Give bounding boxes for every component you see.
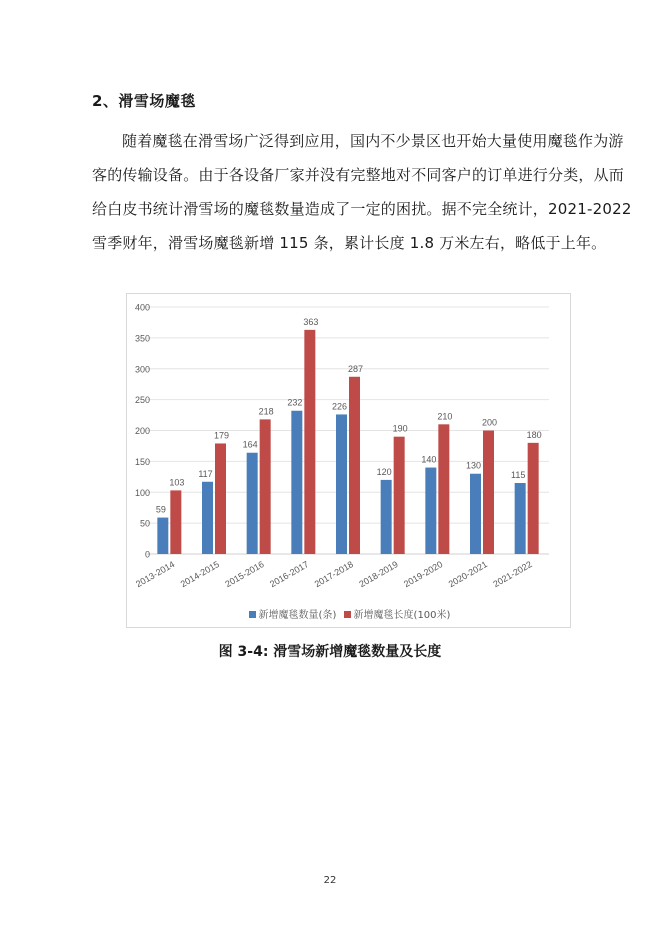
bar-count [381,480,392,554]
x-tick-label: 2021-2022 [491,559,534,590]
y-tick-label: 300 [134,364,150,375]
legend-item-count: 新增魔毯数量(条) [249,610,337,621]
bar-length [349,377,360,554]
data-label: 210 [437,411,453,422]
data-label: 180 [526,429,542,440]
figure-caption: 图 3-4: 滑雪场新增魔毯数量及长度 [218,644,442,660]
y-tick-label: 150 [134,456,150,467]
data-label: 232 [287,397,303,408]
bar-count [157,518,168,554]
bar-length [215,443,226,554]
bar-count [247,453,258,554]
data-label: 120 [376,466,392,477]
data-label: 115 [510,469,526,480]
bar-count [425,468,436,554]
x-tick-label: 2018-2019 [357,559,400,590]
bar-length [394,437,405,554]
data-label: 226 [331,401,348,412]
data-label: 164 [242,439,258,450]
paragraph-line: 给白皮书统计滑雪场的魔毯数量造成了一定的困扰。据不完全统计，2021-2022 [92,200,632,218]
section-heading: 2、滑雪场魔毯 [92,92,196,110]
paragraph-line: 随着魔毯在滑雪场广泛得到应用，国内不少景区也开始大量使用魔毯作为游 [122,132,624,150]
bar-count [515,483,526,554]
bar-count [291,411,302,554]
x-tick-label: 2016-2017 [268,559,311,590]
y-tick-label: 50 [139,518,150,529]
bar-length [528,443,539,554]
paragraph-line: 客的传输设备。由于各设备厂家并没有完整地对不同客户的订单进行分类，从而 [92,166,625,184]
y-tick-label: 100 [134,487,150,498]
data-label: 190 [392,423,408,434]
chart-plot-area [127,294,572,629]
data-label: 140 [421,454,437,465]
y-tick-label: 400 [134,302,150,313]
bar-chart [126,293,571,628]
data-label: 179 [213,430,230,441]
data-label: 363 [303,316,319,327]
paragraph-line: 雪季财年，滑雪场魔毯新增 115 条，累计长度 1.8 万米左右，略低于上年。 [92,234,607,252]
y-tick-label: 250 [134,395,150,406]
bar-length [483,431,494,555]
bar-count [470,474,481,554]
bar-length [304,330,315,554]
x-tick-label: 2013-2014 [134,559,177,590]
legend-item-length: 新增魔毯长度(100米) [344,610,451,621]
y-tick-label: 350 [134,333,150,344]
chart-legend [127,606,572,621]
page-number: 22 [323,875,337,886]
bar-length [170,490,181,554]
legend-swatch-red [344,611,351,618]
y-tick-label: 200 [134,426,150,436]
x-tick-label: 2019-2020 [402,559,445,590]
x-tick-label: 2014-2015 [178,559,221,590]
data-label: 287 [347,363,364,374]
data-label: 218 [258,406,274,417]
bar-length [260,419,271,554]
bar-length [438,424,449,554]
data-label: 117 [198,468,213,479]
x-tick-label: 2015-2016 [223,559,266,590]
bar-count [202,482,213,554]
legend-swatch-blue [249,611,256,618]
bar-count [336,414,347,554]
data-label: 59 [155,504,166,515]
x-tick-label: 2017-2018 [312,559,355,590]
body-paragraph [92,124,632,260]
x-tick-label: 2020-2021 [446,559,489,590]
data-label: 200 [481,417,498,428]
data-label: 130 [465,460,482,471]
y-tick-label: 0 [144,549,150,560]
data-label: 103 [169,477,185,488]
